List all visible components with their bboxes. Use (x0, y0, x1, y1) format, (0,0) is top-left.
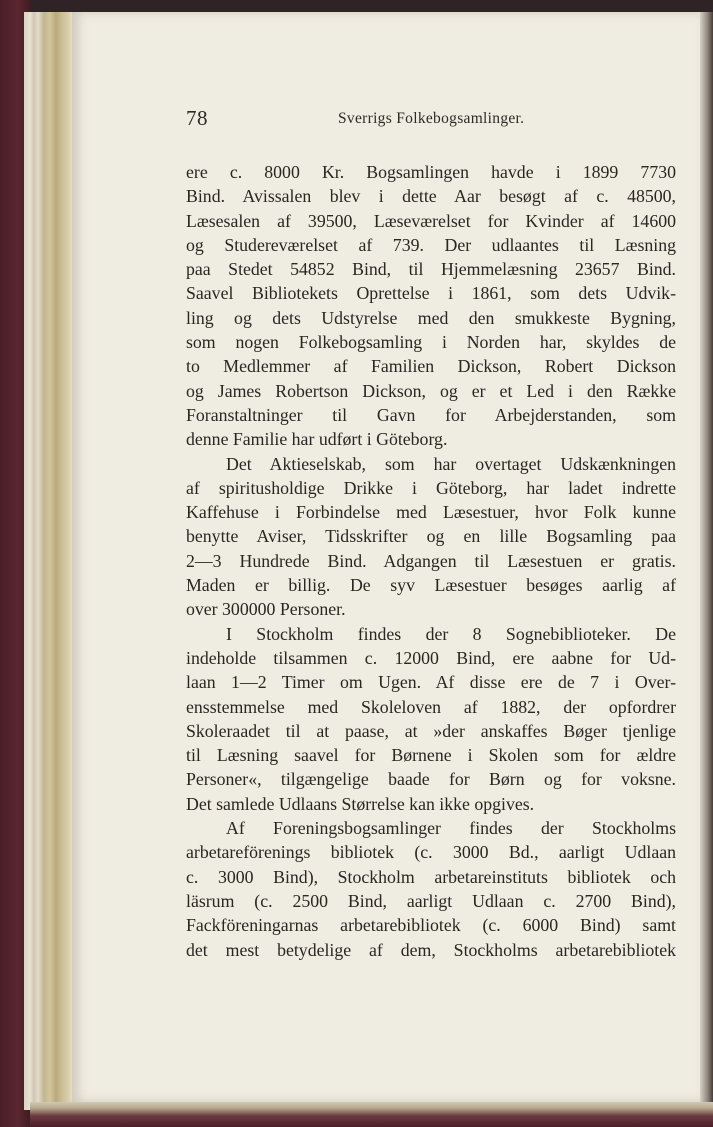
text-line: og James Robertson Dickson, og er et Led i den Række (186, 380, 676, 401)
page-number: 78 (186, 106, 208, 130)
running-title: Sverrigs Folkebogsamlinger. (338, 110, 525, 127)
page-stack-edge (24, 12, 74, 1110)
text-line: ling og dets Udstyrelse med den smukkeste Bygning, (186, 307, 676, 328)
body-text (186, 160, 676, 962)
scan-top-edge (30, 0, 713, 12)
text-line: til Læsning saavel for Børnene i Skolen som for ældre (186, 745, 676, 766)
text-line: Kaffehuse i Forbindelse med Læsestuer, hvor Folk kunne (186, 502, 676, 523)
text-line: indeholde tilsammen c. 12000 Bind, ere aabne for Ud- (186, 647, 676, 668)
text-line: läsrum (c. 2500 Bind, aarligt Udlaan c. 2700 Bind), (186, 890, 676, 911)
text-line: og Studereværelset af 739. Der udlaantes til Læsning (186, 234, 676, 255)
text-line: Foranstaltninger til Gavn for Arbejderstanden, som (186, 404, 676, 425)
text-line: Af Foreningsbogsamlinger findes der Stockholms (226, 818, 676, 839)
text-line: benytte Aviser, Tidsskrifter og en lille Bogsamling paa (186, 526, 676, 547)
text-line: Fackföreningarnas arbetarebibliotek (c. 6000 Bind) samt (186, 915, 676, 936)
text-line: Maden er billig. De syv Læsestuer besøges aarlig af (186, 575, 676, 596)
text-line: Det Aktieselskab, som har overtaget Udskænkningen (226, 453, 676, 474)
text-line: to Medlemmer af Familien Dickson, Robert Dickson (186, 356, 676, 377)
text-line: I Stockholm findes der 8 Sognebiblioteker. De (226, 623, 676, 644)
text-line: paa Stedet 54852 Bind, til Hjemmelæsning 23657 Bind. (186, 259, 676, 280)
text-line: arbetareförenings bibliotek (c. 3000 Bd., aarligt Udlaan (186, 842, 676, 863)
text-line: Skoleraadet til at paase, at »der anskaffes Bøger tjenlige (186, 720, 676, 741)
text-line: c. 3000 Bind), Stockholm arbetareinstituts bibliotek och (186, 866, 676, 887)
text-line: ere c. 8000 Kr. Bogsamlingen havde i 1899 7730 (186, 162, 676, 182)
text-line: det mest betydelige af dem, Stockholms arbetarebibliotek (186, 939, 676, 960)
page-header (186, 104, 676, 134)
text-line: laan 1—2 Timer om Ugen. Af disse ere de 7 i Over- (186, 672, 676, 693)
text-line: ensstemmelse med Skoleloven af 1882, der opfordrer (186, 696, 676, 717)
text-line: over 300000 Personer. (186, 599, 346, 620)
page-right-edge (700, 12, 713, 1110)
text-line: Bind. Avissalen blev i dette Aar besøgt af c. 48500, (186, 186, 676, 207)
text-line: 2—3 Hundrede Bind. Adgangen til Læsestuen er gratis. (186, 550, 676, 571)
text-line: af spiritusholdige Drikke i Göteborg, har ladet indrette (186, 477, 676, 498)
page-bottom-edge (30, 1102, 713, 1127)
text-line: denne Familie har udført i Göteborg. (186, 429, 448, 450)
text-line: Det samlede Udlaans Størrelse kan ikke opgives. (186, 793, 535, 814)
text-line: Saavel Bibliotekets Oprettelse i 1861, som dets Udvik- (186, 283, 676, 304)
text-line: som nogen Folkebogsamling i Norden har, skyldes de (186, 332, 676, 353)
text-line: Personer«, tilgængelige baade for Børn og for voksne. (186, 769, 676, 790)
text-line: Læsesalen af 39500, Læseværelset for Kvinder af 14600 (186, 210, 676, 231)
